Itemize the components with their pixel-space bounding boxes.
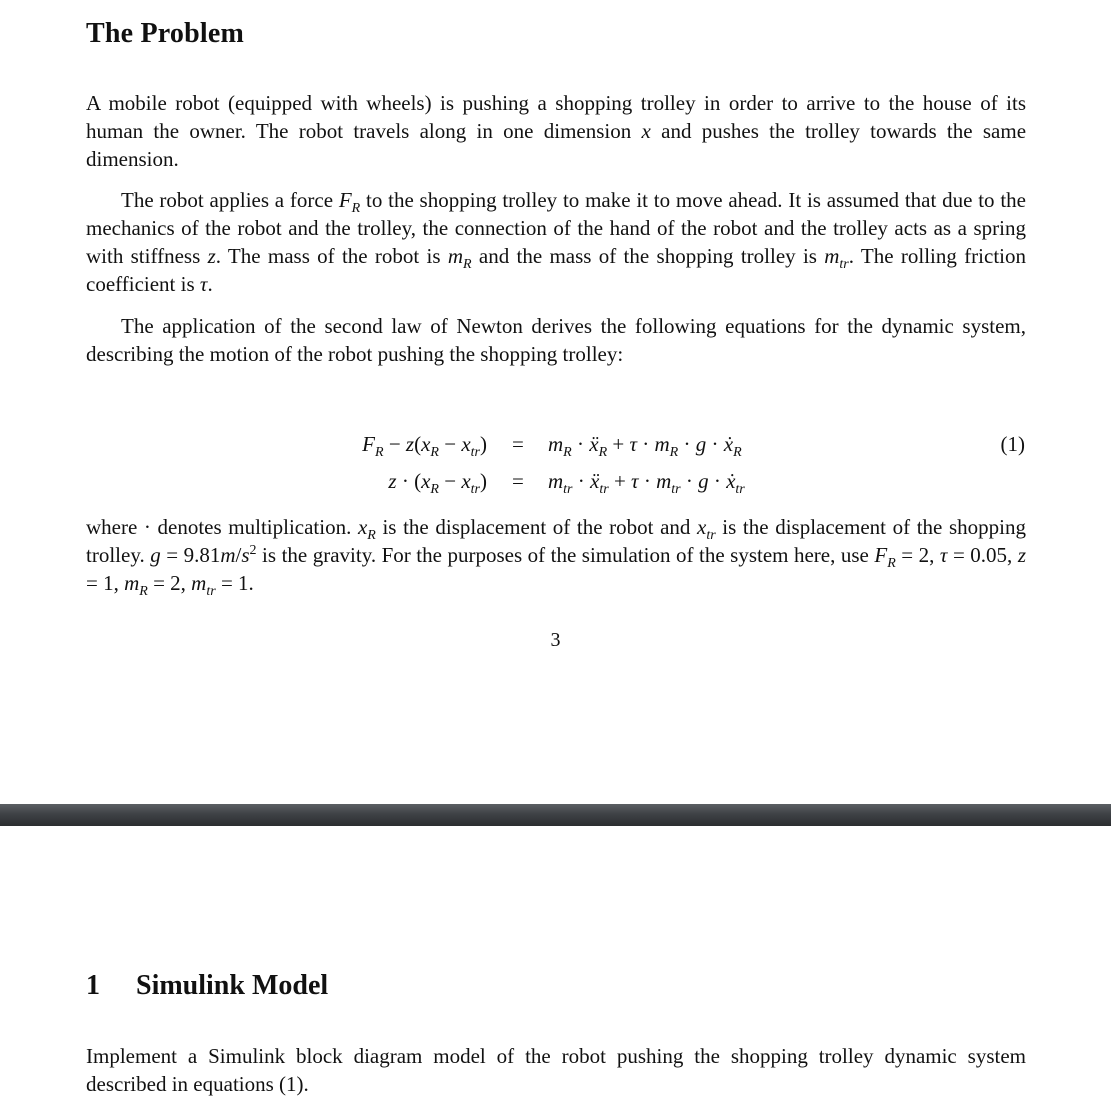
- problem-heading: The Problem: [86, 18, 245, 49]
- intro-paragraph: A mobile robot (equipped with wheels) is pushing a shopping trolley in order to arrive to the house of its human the owner. The robot travels along in one dimension x and pushes the trolley towards the same dimension.: [86, 91, 1027, 171]
- document-page-4: [0, 826, 1111, 1111]
- equation-row2-equals: =: [512, 469, 524, 493]
- newton-paragraph: The application of the second law of Newton derives the following equations for the dynamic system, describing the motion of the robot pushing the shopping trolley:: [86, 314, 1026, 366]
- simulink-paragraph: Implement a Simulink block diagram model of the robot pushing the shopping trolley dynamic system described in equations (1).: [86, 1044, 1026, 1096]
- force-paragraph: The robot applies a force $F_R$ to the shopping trolley to make it to move ahead. It is assumed that due to the mechanics of the robot and the trolley, the connection of the hand of the robot and the trolley acts as a spring with stiffness z. The mass of the robot is $m_R$ and the mass of the shopping trolley is $m_{tr}$. The rolling friction coefficient is τ.: [86, 188, 1026, 296]
- equation-row1-rhs: $m_R$ · ẍ$_R$ + $\tau \cdot m_R \cdot g$ · ẋ$_R$: [548, 432, 742, 461]
- page-separator: [0, 804, 1111, 826]
- equation-row1-equals: =: [512, 432, 524, 456]
- where-paragraph: where · denotes multiplication. $x_R$ is the displacement of the robot and $x_{tr}$ is the displacement of the shopping trolley. $g = 9.81m/s^2$ is the gravity. For the purposes of the simulation of the system here, use $F_R = 2$, τ = 0.05, z = 1, $m_R = 2$, $m_{tr} = 1$.: [86, 515, 1026, 600]
- equation-number: (1): [1000, 432, 1025, 456]
- page-number: 3: [550, 629, 561, 651]
- parameter-values: $F_R = 2$, τ = 0.05, z = 1, $m_R = 2$, $m_{tr} = 1$.: [86, 543, 1026, 600]
- equation-row2-rhs: $m_{tr}$ · ẍ$_{tr}$ + $\tau \cdot m_{tr} \cdot g$ · ẋ$_{tr}$: [548, 469, 745, 498]
- equation-row1-lhs: $F_R - z(x_R - x_{tr})$: [362, 432, 487, 461]
- equation-row2-lhs: $z \cdot (x_R - x_{tr})$: [388, 469, 487, 498]
- section-title: Simulink Model: [136, 970, 329, 1001]
- section-number: 1: [86, 970, 100, 1001]
- section-heading: [86, 970, 328, 1002]
